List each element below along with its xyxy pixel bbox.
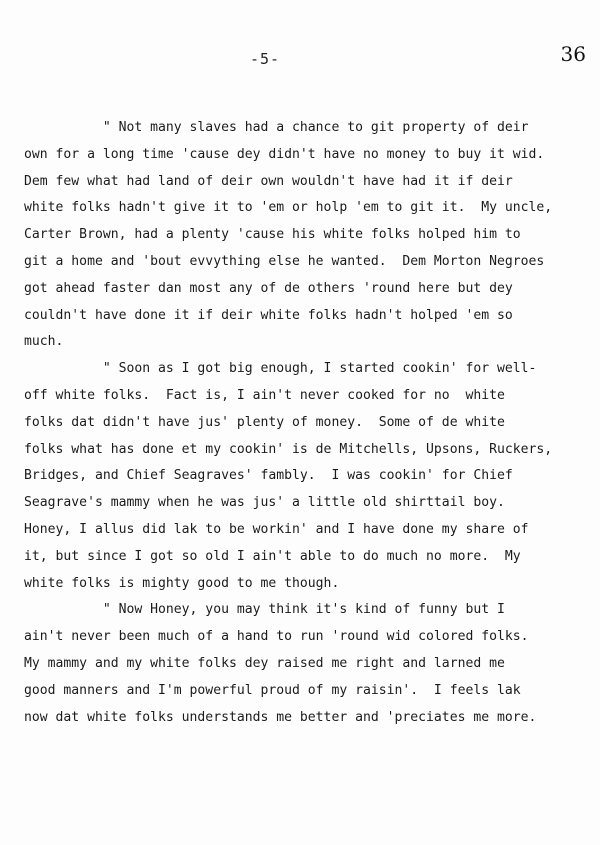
text-line: My mammy and my white folks dey raised me right and larned me — [24, 655, 505, 671]
body-text — [24, 115, 564, 731]
text-line: good manners and I'm powerful proud of my raisin'. I feels lak — [24, 682, 521, 698]
page-number: -5- — [250, 50, 281, 68]
text-line: " Now Honey, you may think it's kind of funny but I — [24, 602, 505, 618]
text-line: " Not many slaves had a chance to git property of deir — [24, 120, 529, 135]
text-line: got ahead faster dan most any of de others 'round here but dey — [24, 280, 513, 296]
text-line: Dem few what had land of deir own wouldn't have had it if deir — [24, 173, 513, 189]
text-line: git a home and 'bout evvything else he wanted. Dem Morton Negroes — [24, 253, 545, 269]
text-line: folks dat didn't have jus' plenty of money. Some of de white — [24, 414, 505, 430]
text-line: Carter Brown, had a plenty 'cause his white folks holped him to — [24, 227, 521, 243]
text-line: it, but since I got so old I ain't able to do much no more. My — [24, 548, 521, 564]
paragraph — [24, 115, 564, 356]
text-line: white folks hadn't give it to 'em or holp 'em to git it. My uncle, — [24, 200, 553, 216]
text-line: Honey, I allus did lak to be workin' and I have done my share of — [24, 521, 529, 537]
paragraph — [24, 597, 564, 731]
text-line: " Soon as I got big enough, I started cookin' for well- — [24, 361, 537, 377]
text-line: own for a long time 'cause dey didn't have no money to buy it wid. — [24, 146, 545, 162]
text-line: white folks is mighty good to me though. — [24, 575, 340, 591]
text-line: ain't never been much of a hand to run 'round wid colored folks. — [24, 629, 529, 645]
text-line: off white folks. Fact is, I ain't never cooked for no white — [24, 387, 505, 403]
text-line: folks what has done et my cookin' is de Mitchells, Upsons, Ruckers, — [24, 441, 553, 457]
text-line: now dat white folks understands me better and 'preciates me more. — [24, 709, 537, 725]
text-line: Seagrave's mammy when he was jus' a little old shirttail boy. — [24, 495, 505, 511]
text-line: much. — [24, 334, 64, 350]
text-line: couldn't have done it if deir white folks hadn't holped 'em so — [24, 307, 513, 323]
paragraph — [24, 356, 564, 597]
folio-number: 36 — [560, 42, 586, 66]
text-line: Bridges, and Chief Seagraves' fambly. I was cookin' for Chief — [24, 468, 513, 484]
